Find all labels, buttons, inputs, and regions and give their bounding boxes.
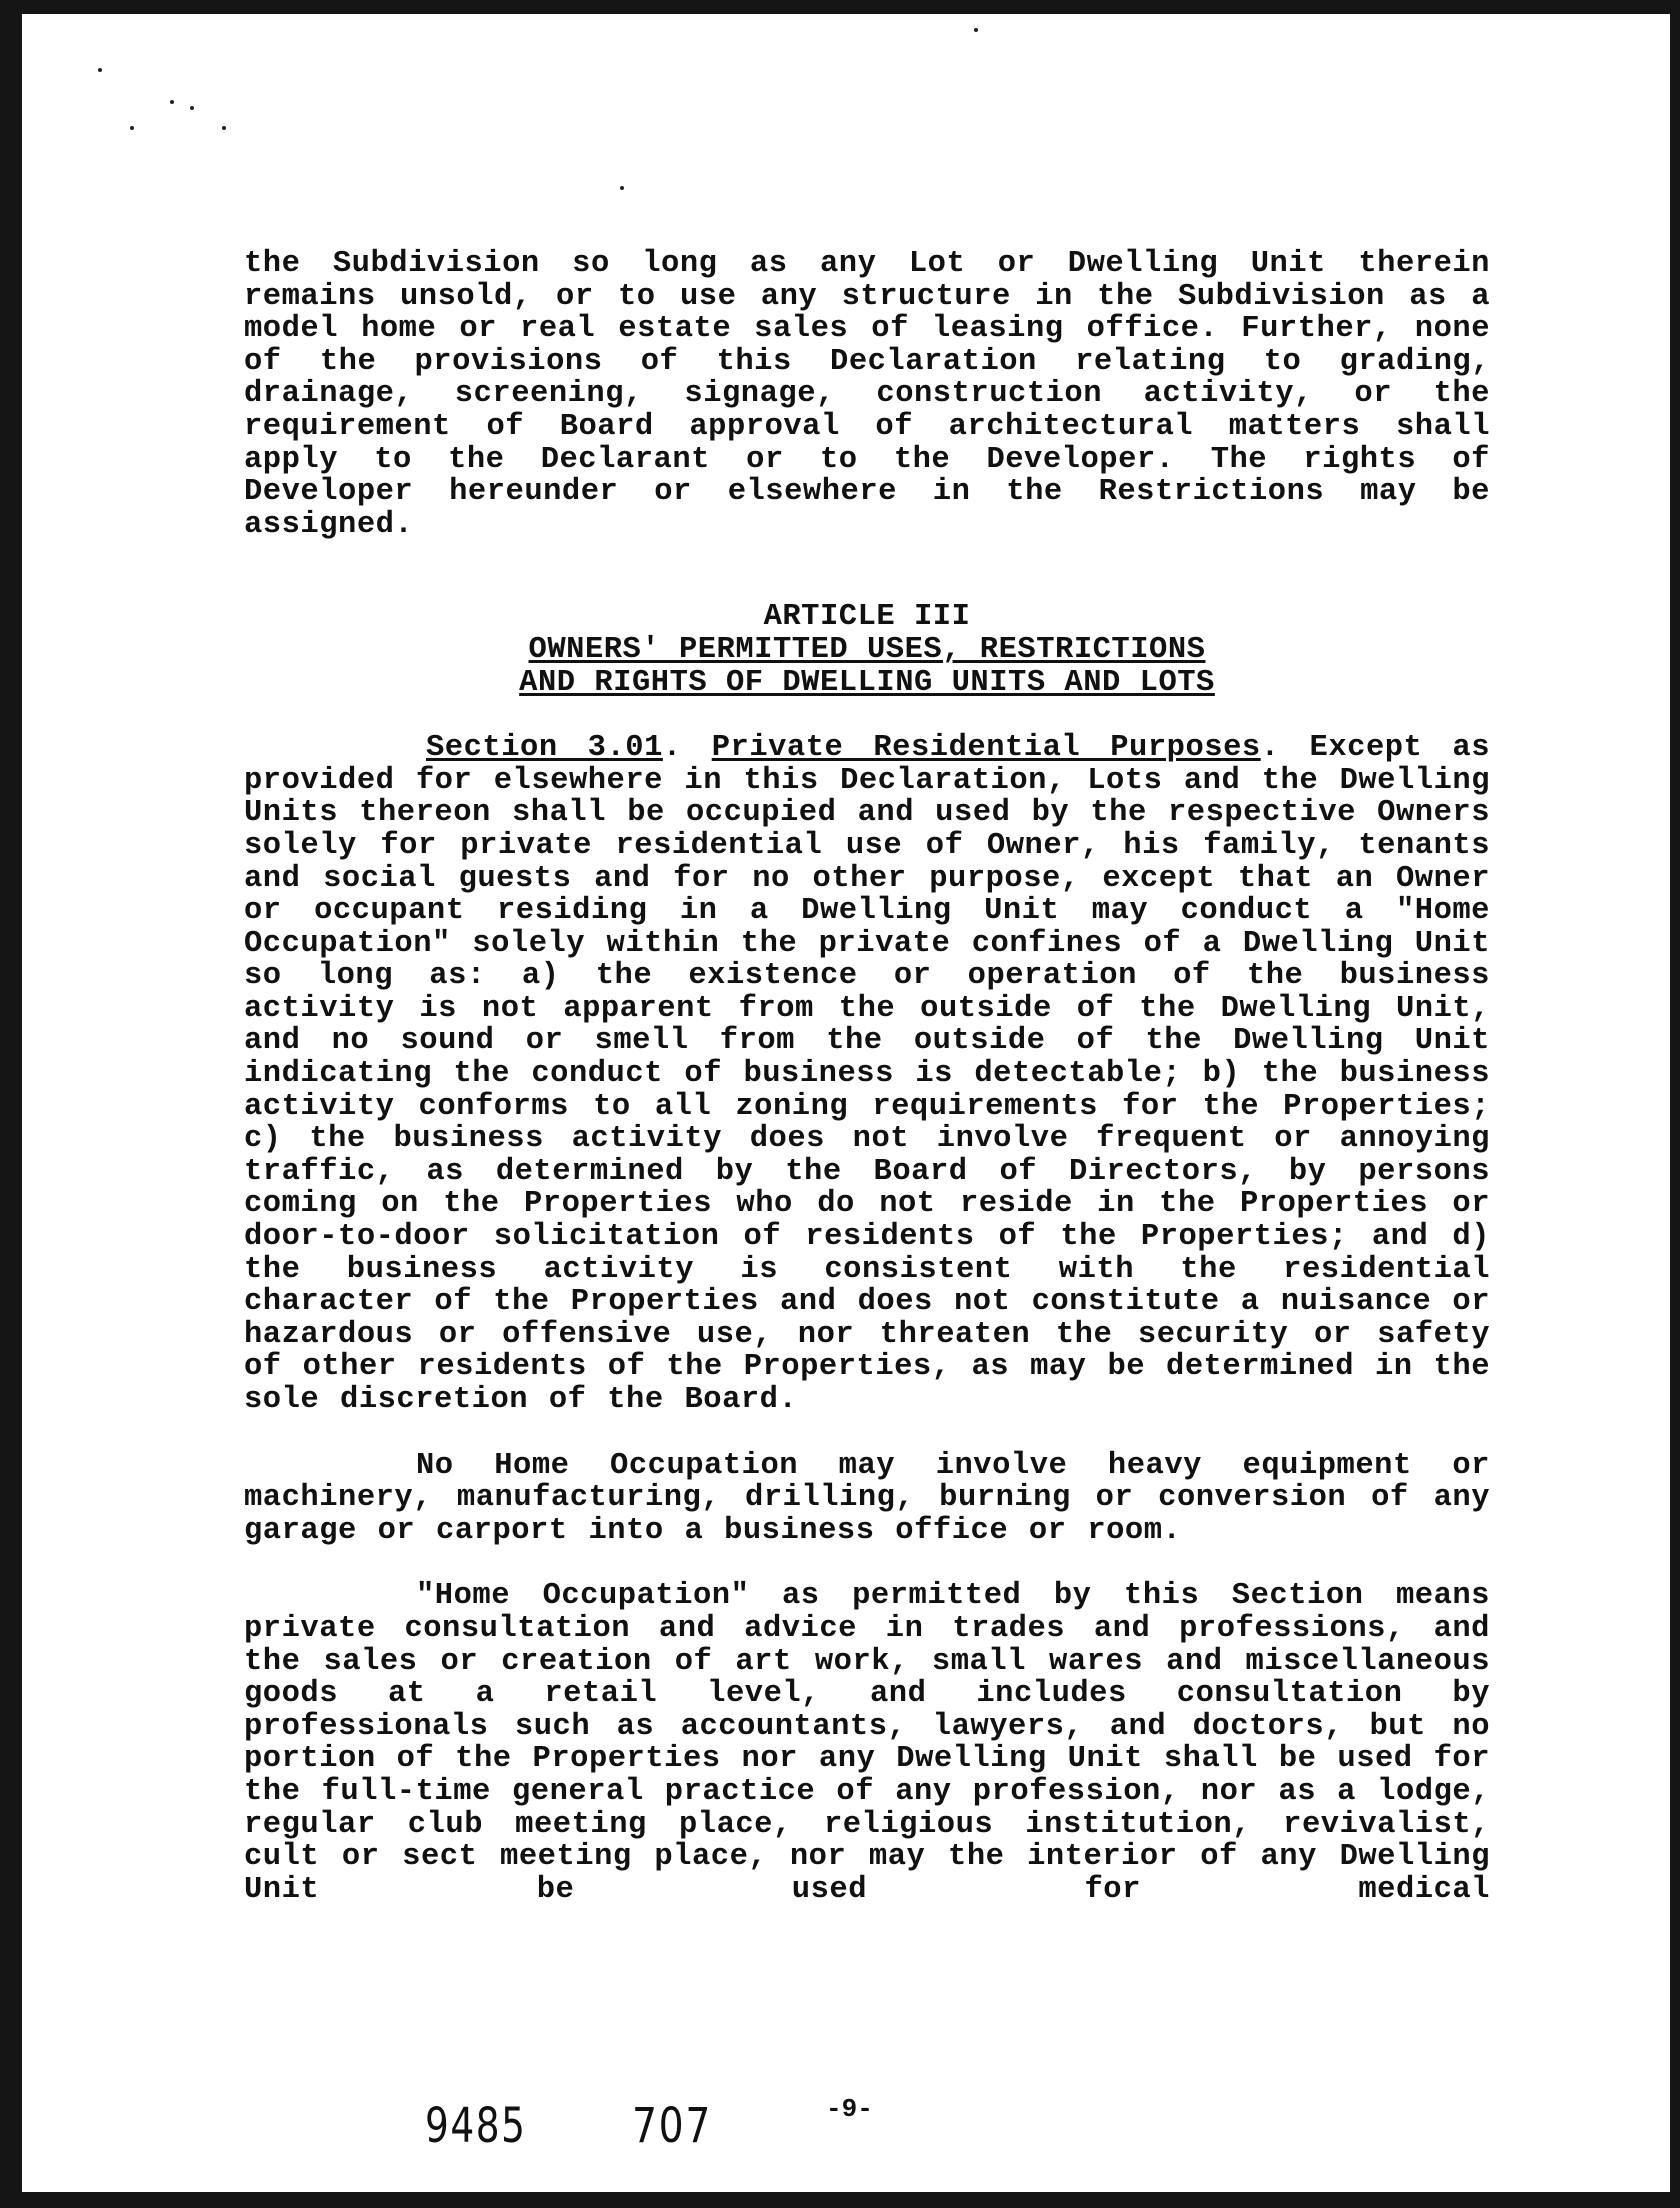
page-reference: 707: [632, 2098, 713, 2154]
scan-speck: [130, 126, 134, 130]
home-occupation-definition-paragraph: "Home Occupation" as permitted by this Section means private consultation and advice in trades and professions, and the sales or creation of art work, small wares and miscellaneous goods at a retail level, and includes consultation by professionals such as accountants, lawyers, and doctors, but no portion of the Properties nor any Dwelling Unit shall be used for the full-time general practice of any profession, nor as a lodge, regular club meeting place, religious institution, revivalist, cult or sect meeting place, nor may the interior of any Dwelling Unit be used for medical: [244, 1579, 1490, 1907]
scan-speck: [190, 106, 194, 110]
scan-speck: [98, 68, 102, 72]
no-home-occupation-paragraph: No Home Occupation may involve heavy equipment or machinery, manufacturing, drilling, burning or conversion of any garage or carport into a business office or room.: [244, 1448, 1490, 1548]
scan-speck: [620, 186, 624, 190]
document-page: [244, 248, 1490, 1906]
article-number: ARTICLE III: [763, 600, 971, 635]
section-body-text: Except as provided for elsewhere in this Declaration, Lots and the Dwelling Units thereon shall be occupied and used by the respective Owners solely for private residential use of Owner, his family, tenants and social guests and for no other purpose, except that an Owner or occupant residing in a Dwelling Unit may conduct a "Home Occupation" solely within the private confines of a Dwelling Unit so long as: a) the existence or operation of the business activity is not apparent from the outside of the Dwelling Unit, and no sound or smell from the outside of the Dwelling Unit indicating the conduct of business is detectable; b) the business activity conforms to all zoning requirements for the Properties; c) the business activity does not involve frequent or annoying traffic, as determined by the Board of Directors, by persons coming on the Properties who do not reside in the Properties or door-to-door solicitation of residents of the Properties; and d) the business activity is consistent with the residential character of the Properties and does not constitute a nuisance or hazardous or offensive use, nor threaten the security or safety of other residents of the Properties, as may be determined in the sole discretion of the Board.: [244, 731, 1491, 1417]
section-label-separator: .: [662, 731, 712, 766]
continuation-paragraph: the Subdivision so long as any Lot or Dwelling Unit therein remains unsold, or to use any structure in the Subdivision as a model home or real estate sales of leasing office. Further, none of the provisions of this Declaration relating to grading, drainage, screening, signage, construction activity, or the requirement of Board approval of architectural matters shall apply to the Declarant or to the Developer. The rights of Developer hereunder or elsewhere in the Restrictions may be assigned.: [244, 247, 1490, 542]
scan-speck: [974, 28, 978, 32]
page-number: -9-: [826, 2094, 873, 2124]
section-heading-separator: .: [1260, 731, 1280, 766]
article-heading: [244, 601, 1490, 699]
book-number: 9485: [425, 2098, 527, 2154]
scan-speck: [170, 100, 174, 104]
article-title-line-2: AND RIGHTS OF DWELLING UNITS AND LOTS: [519, 665, 1215, 700]
section-label: Section 3.01: [426, 731, 663, 766]
scan-speck: [222, 126, 226, 130]
section-3-01-paragraph: [244, 732, 1490, 1416]
article-title-line-1: OWNERS' PERMITTED USES, RESTRICTIONS: [528, 632, 1206, 667]
section-heading: Private Residential Purposes: [711, 731, 1261, 766]
